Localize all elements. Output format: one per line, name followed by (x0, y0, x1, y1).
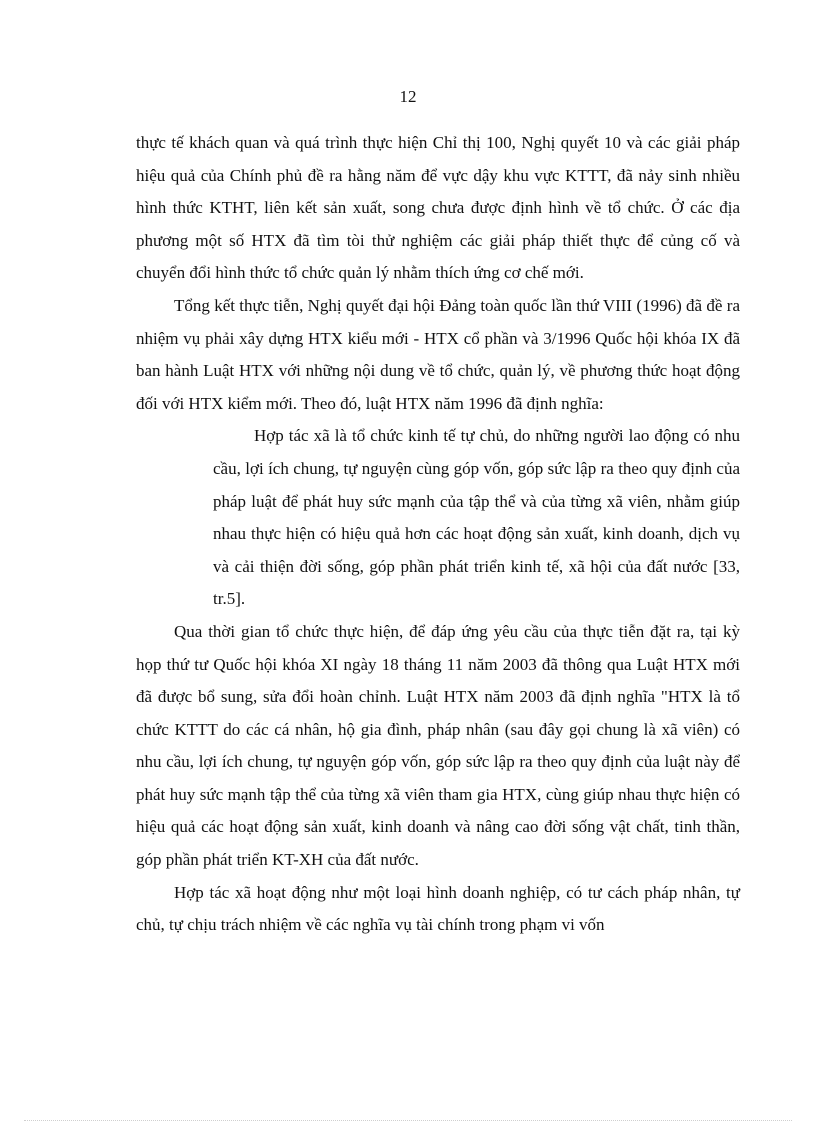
page-number: 12 (399, 87, 417, 106)
paragraph-4: Hợp tác xã hoạt động như một loại hình doanh nghiệp, có tư cách pháp nhân, tự chủ, tự chịu trách nhiệm về các nghĩa vụ tài chính trong phạm vi vốn (136, 882, 740, 935)
paragraph-1: thực tế khách quan và quá trình thực hiện Chỉ thị 100, Nghị quyết 10 và các giải pháp hiệu quả của Chính phủ đề ra hằng năm để vực dậy khu vực KTTT, đã nảy sinh nhiều hình thức KTHT, liên kết sản xuất, song chưa được định hình về tổ chức. Ở các địa phương một số HTX đã tìm tòi thử nghiệm các giải pháp thiết thực để củng cố và chuyển đổi hình thức tổ chức quản lý nhằm thích ứng cơ chế mới. (136, 133, 740, 283)
paragraph-2: Tổng kết thực tiễn, Nghị quyết đại hội Đảng toàn quốc lần thứ VIII (1996) đã đề ra nhiệm vụ phải xây dựng HTX kiểu mới - HTX cổ phần và 3/1996 Quốc hội khóa IX đã ban hành Luật HTX với những nội dung về tổ chức, quản lý, về phương thức hoạt động đối với HTX kiểm mới. Theo đó, luật HTX năm 1996 đã định nghĩa: (136, 295, 740, 413)
page-bottom-divider (24, 1120, 792, 1121)
paragraph-3: Qua thời gian tổ chức thực hiện, để đáp ứng yêu cầu của thực tiễn đặt ra, tại kỳ họp thứ tư Quốc hội khóa XI ngày 18 tháng 11 năm 2003 đã thông qua Luật HTX mới đã được bổ sung, sửa đổi hoàn chỉnh. Luật HTX năm 2003 đã định nghĩa "HTX là tổ chức KTTT do các cá nhân, hộ gia đình, pháp nhân (sau đây gọi chung là xã viên) có nhu cầu, lợi ích chung, tự nguyện góp vốn, góp sức lập ra theo quy định của luật này để phát huy sức mạnh tập thể của từng xã viên tham gia HTX, cùng giúp nhau thực hiện có hiệu quả các hoạt động sản xuất, kinh doanh và nâng cao đời sống vật chất, tinh thần, góp phần phát triển KT-XH của đất nước. (136, 621, 740, 870)
block-quote: Hợp tác xã là tổ chức kinh tế tự chủ, do những người lao động có nhu cầu, lợi ích chung, tự nguyện cùng góp vốn, góp sức lập ra theo quy định của pháp luật để phát huy sức mạnh của tập thể và của từng xã viên, nhằm giúp nhau thực hiện có hiệu quả hơn các hoạt động sản xuất, kinh doanh, dịch vụ và cải thiện đời sống, góp phần phát triển kinh tế, xã hội của đất nước [33, tr.5]. (213, 426, 740, 609)
document-body (136, 127, 740, 942)
